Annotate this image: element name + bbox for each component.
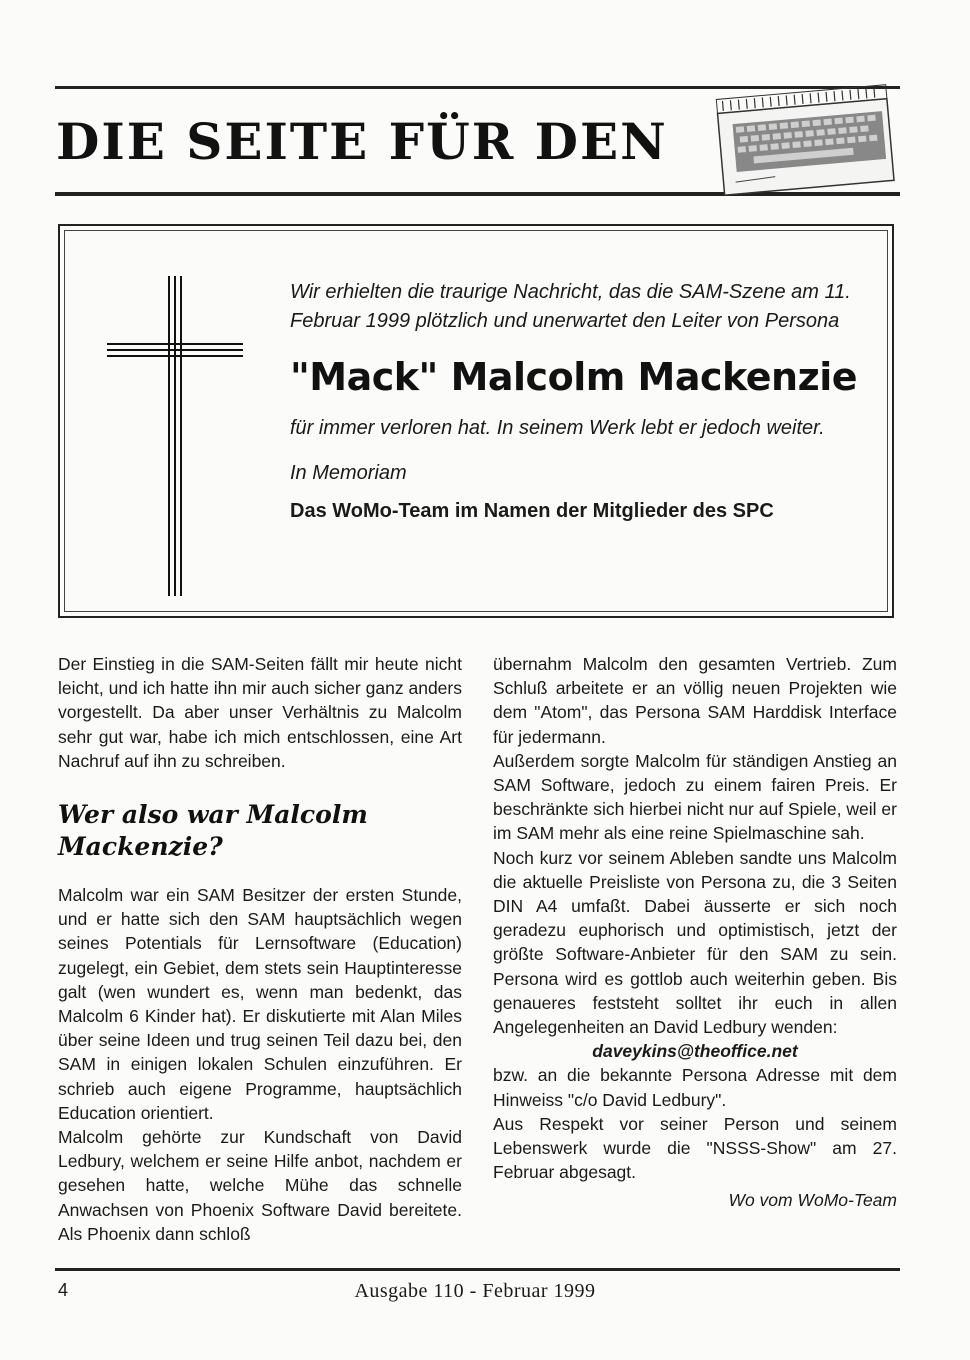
article-paragraph: Noch kurz vor seinem Ableben sandte uns Malcolm die aktuelle Preisliste von Persona zu, die 3 Seiten DIN A4 umfaßt. Dabei äusserte er sich noch geradezu euphorisch und optimistisch, jetzt der größte Software-Anbieter für den SAM zu sein. Persona wird es gottlob auch weiterhin geben. Bis genaueres feststeht solltet ihr euch in allen Angelegenheiten an David Ledbury wenden: <box>493 847 897 1038</box>
article-paragraph: Malcolm war ein SAM Besitzer der ersten Stunde, und er hatte sich den SAM hauptsächlich wegen seines Potentials für Lernsoftware (Education) zugelegt, ein Gebiet, dem stets sein Hauptinteresse galt (wen wundert es, wenn man bedenkt, das Malcolm 6 Kinder hat). Er diskutierte mit Alan Miles über seine Ideen und trug seinen Teil dazu bei, den SAM in einigen lokalen Schulen einzuführen. Er schrieb auch eigene Programme, hauptsächlich Education orientiert. <box>58 885 462 1123</box>
memorial-cross-icon <box>105 276 245 596</box>
article-left-column <box>58 652 462 1246</box>
page-title: DIE SEITE FÜR DEN <box>56 112 668 171</box>
page-number: 4 <box>58 1280 69 1300</box>
memorial-name: "Mack" Malcolm Mackenzie <box>290 355 858 399</box>
article-subheading: Wer also war Malcolm Mackenzie? <box>58 800 368 862</box>
article-paragraph: Malcolm gehörte zur Kundschaft von David Ledbury, welchem er seine Hilfe anbot, nachdem er gesehen hatte, welche Mühe das schnelle Anwachsen von Phoenix Software David bereitete. Als Phoenix dann schloß <box>58 1127 462 1244</box>
issue-line: Ausgabe 110 - Februar 1999 <box>354 1280 596 1302</box>
article-paragraph: Außerdem sorgte Malcolm für ständigen Anstieg an SAM Software, jedoch zu einem fairen Preis. Er beschränkte sich hierbei nicht nur auf Spiele, weil er im SAM mehr als eine reine Spielmaschine sah. <box>493 750 897 844</box>
article-right-column <box>493 652 897 1213</box>
footer-rule <box>55 1268 900 1271</box>
article-paragraph: bzw. an die bekannte Persona Adresse mit dem Hinweiss "c/o David Ledbury". <box>493 1065 897 1110</box>
article-paragraph: Aus Respekt vor seiner Person und seinem Lebenswerk wurde die "NSSS-Show" am 27. Februar abgesagt. <box>493 1113 897 1183</box>
memorial-in-memoriam: In Memoriam <box>290 462 407 484</box>
article-paragraph: übernahm Malcolm den gesamten Vertrieb. Zum Schluß arbeitete er an völlig neuen Projekten wie dem "Atom", das Persona SAM Harddisk Interface für jedermann. <box>493 654 897 747</box>
contact-email: daveykins@theoffice.net <box>592 1041 798 1062</box>
article-signoff: Wo vom WoMo-Team <box>728 1190 897 1211</box>
memorial-outro: für immer verloren hat. In seinem Werk lebt er jedoch weiter. <box>290 417 825 439</box>
memorial-intro: Wir erhielten die traurige Nachricht, das die SAM-Szene am 11. Februar 1999 plötzlich und unerwartet den Leiter von Persona <box>290 281 851 332</box>
memorial-text <box>290 278 870 525</box>
sam-computer-keyboard-illustration <box>712 78 897 196</box>
memorial-signature: Das WoMo-Team im Namen der Mitglieder des SPC <box>290 500 774 522</box>
article-intro-paragraph: Der Einstieg in die SAM-Seiten fällt mir heute nicht leicht, und ich hatte ihn mir auch sicher ganz anders vorgestellt. Da aber unser Verhältnis zu Malcolm sehr gut war, habe ich mich entschlossen, eine Art Nachruf auf ihn zu schreiben. <box>58 654 462 771</box>
